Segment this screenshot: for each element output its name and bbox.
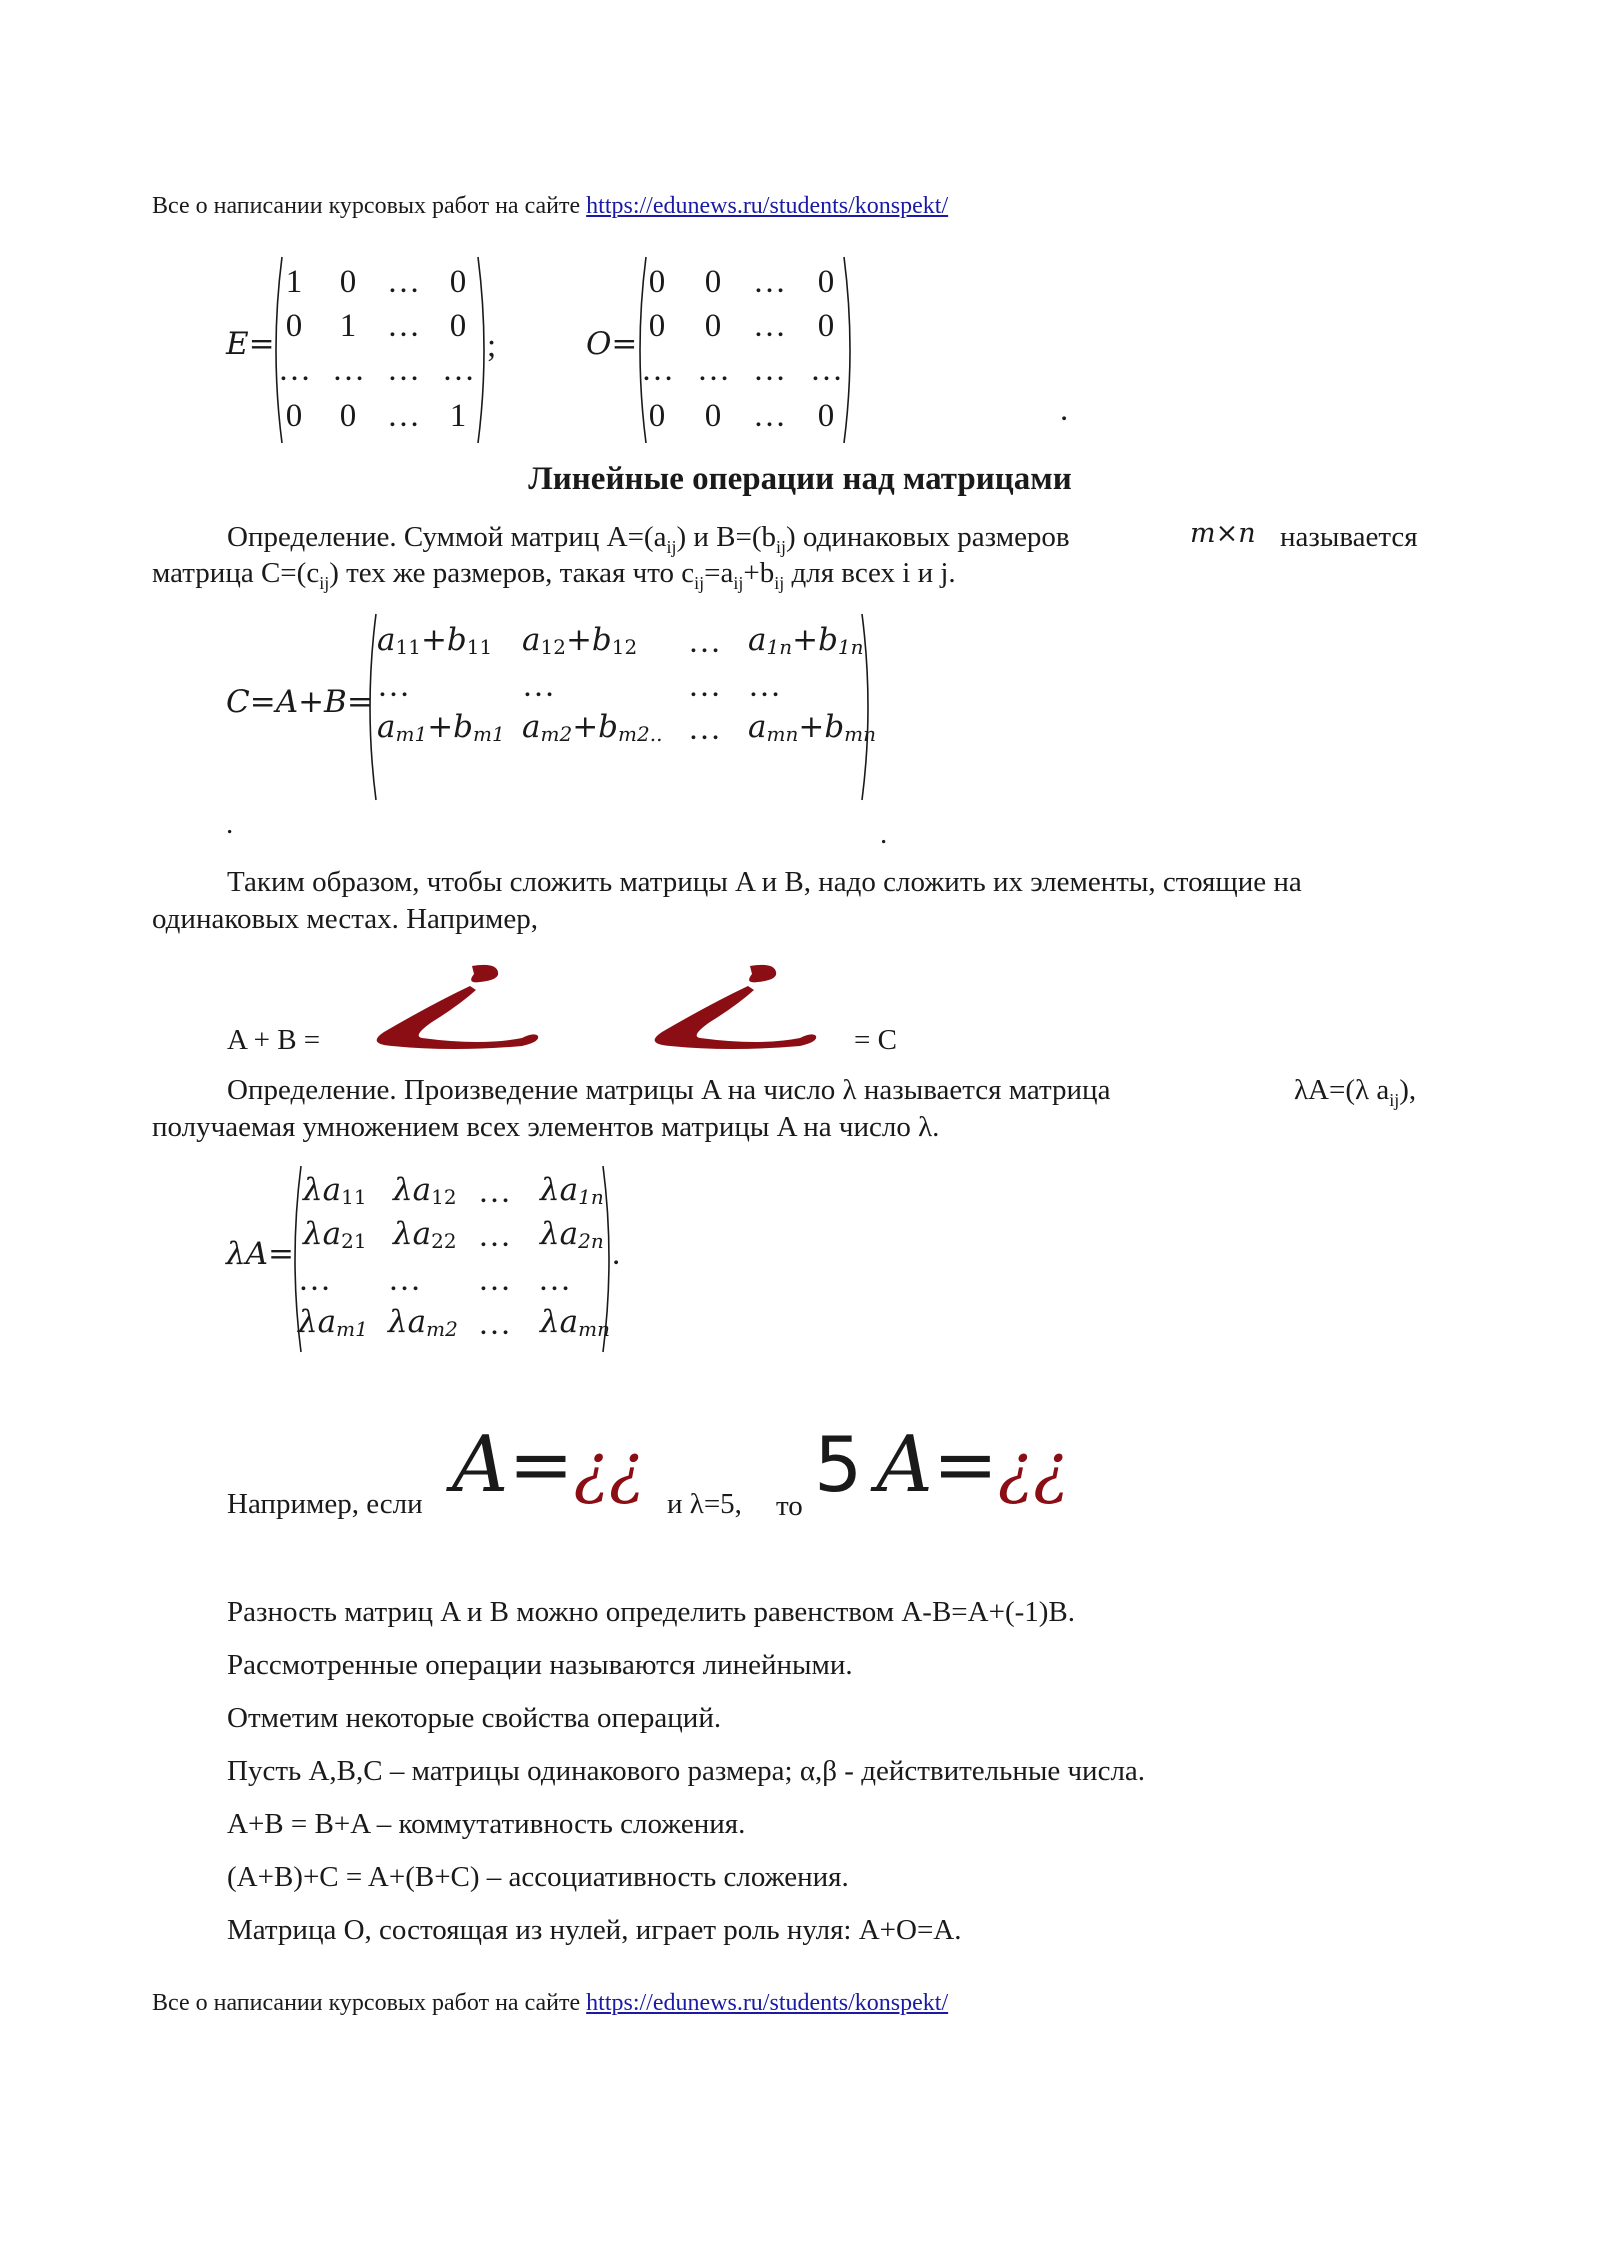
def1-text: матрица C=(c: [152, 557, 320, 589]
index: m2: [426, 1317, 458, 1341]
matrix-c-cell: …: [688, 711, 721, 747]
matrix-o-cell: 0: [817, 264, 835, 300]
property-line: Рассмотренные операции называются линейными.: [227, 1649, 853, 1681]
property-line: Отметим некоторые свойства операций.: [227, 1702, 722, 1734]
matrix-e-cell: 0: [285, 398, 303, 434]
index: 22: [431, 1229, 457, 1253]
matrix-e-cell: 0: [339, 398, 357, 434]
matrix-e-cell: …: [387, 264, 420, 300]
expr-a: A=: [876, 1420, 999, 1510]
matrix-c-cell: …: [748, 668, 781, 704]
index: 12: [611, 635, 638, 659]
matrix-e-cell: …: [387, 308, 420, 344]
def1-text: +b: [743, 557, 775, 589]
matrix-o-cell: …: [810, 352, 843, 388]
footer-link[interactable]: https://edunews.ru/students/konspekt/: [586, 1990, 949, 2016]
var: +b: [798, 709, 845, 745]
index: mn: [578, 1317, 610, 1341]
matrix-lambda-cell: …: [388, 1262, 421, 1298]
def1-text: =a: [704, 557, 734, 589]
var: λa: [540, 1216, 579, 1252]
matrix-c-cell: [522, 622, 637, 659]
index: m2..: [618, 722, 663, 746]
var: λa: [393, 1216, 432, 1252]
index: mn: [766, 722, 799, 746]
matrix-e-cell: …: [332, 352, 365, 388]
matrix-o-cell: 0: [648, 398, 666, 434]
matrix-e-semicolon: ;: [487, 328, 497, 364]
def1-text: для всех i и j.: [784, 557, 956, 589]
matrix-c-cell: [377, 709, 505, 746]
matrix-lambda-dot: .: [612, 1236, 621, 1272]
expr-five: 5: [814, 1420, 863, 1509]
inverted-question-glyph: [362, 960, 542, 1060]
var: λa: [303, 1216, 342, 1252]
page-header: [152, 193, 948, 220]
var: a: [522, 622, 541, 658]
index: mn: [844, 722, 877, 746]
matrix-lambda-cell: …: [478, 1306, 511, 1342]
def1-text-end: называется: [1280, 521, 1418, 553]
var: +b: [420, 622, 467, 658]
matrix-e-cell: 1: [449, 398, 467, 434]
index: 1n: [578, 1185, 604, 1209]
matrix-lambda-cell: …: [478, 1262, 511, 1298]
def2-text: ),: [1399, 1074, 1417, 1106]
matrix-o-cell: 0: [817, 308, 835, 344]
header-text: Все о написании курсовых работ на сайте: [152, 193, 587, 219]
matrix-o-cell: …: [641, 352, 674, 388]
matrix-c-cell: [748, 622, 864, 659]
def1-sub: ij: [694, 572, 705, 593]
var: +b: [792, 622, 838, 658]
matrix-lambda-cell: [303, 1172, 367, 1209]
matrix-lambda-cell: [393, 1172, 457, 1209]
matrix-o-label: O=: [586, 326, 638, 362]
matrix-e-cell: …: [387, 352, 420, 388]
matrix-lambda-cell: …: [298, 1262, 331, 1298]
matrix-lambda-cell: …: [478, 1218, 511, 1254]
matrix-e-cell: …: [442, 352, 475, 388]
var: a: [377, 622, 396, 658]
matrix-lambda-cell: …: [478, 1174, 511, 1210]
index: m1: [336, 1317, 368, 1341]
index: 11: [395, 635, 421, 659]
var: +b: [572, 709, 619, 745]
def1-text: Определение. Суммой матриц A=(a: [227, 521, 667, 553]
matrix-c-cell: …: [377, 668, 410, 704]
para-addition-line2: одинаковых местах. Например,: [152, 903, 539, 935]
property-line: Матрица O, состоящая из нулей, играет роль нуля: A+O=A.: [227, 1914, 962, 1946]
matrix-lambda-cell: …: [538, 1262, 571, 1298]
matrix-o-cell: 0: [704, 264, 722, 300]
index: m2: [540, 722, 573, 746]
definition-product-formula: [1294, 1074, 1416, 1111]
def1-sub: ij: [666, 536, 677, 557]
def1-sub: ij: [733, 572, 744, 593]
example-mult-prefix: Например, если: [227, 1488, 423, 1520]
var: +b: [427, 709, 474, 745]
matrix-lambda-cell: [393, 1216, 457, 1253]
matrix-o-cell: 0: [648, 308, 666, 344]
matrix-o-cell: …: [753, 264, 786, 300]
var: λa: [540, 1172, 579, 1208]
definition-product-line2: получаемая умножением всех элементов матрицы A на число λ.: [152, 1111, 940, 1143]
index: 12: [431, 1185, 457, 1209]
header-link[interactable]: https://edunews.ru/students/konspekt/: [586, 193, 949, 219]
matrix-o-cell: 0: [704, 308, 722, 344]
matrix-o-cell: …: [753, 352, 786, 388]
matrix-c-cell: …: [688, 668, 721, 704]
matrix-e-cell: 0: [449, 308, 467, 344]
matrix-o-cell: …: [753, 308, 786, 344]
example-mult-lambda: и λ=5,: [667, 1488, 742, 1520]
matrix-e-cell: 0: [339, 264, 357, 300]
expr-a: A=: [452, 1420, 574, 1510]
matrix-e-cell: 1: [285, 264, 303, 300]
def1-text: ) тех же размеров, такая что c: [329, 557, 695, 589]
index: 1n: [837, 635, 864, 659]
matrix-o-cell: …: [753, 398, 786, 434]
def1-sub: ij: [774, 572, 785, 593]
matrix-o-cell: 0: [648, 264, 666, 300]
matrix-o-dot: .: [1060, 392, 1069, 428]
index: 21: [341, 1229, 367, 1253]
matrix-c-right-paren: [858, 612, 878, 802]
var: λa: [298, 1304, 337, 1340]
var: λa: [393, 1172, 432, 1208]
definition-product-line1: Определение. Произведение матрицы A на число λ называется матрица: [227, 1074, 1111, 1106]
def1-text: ) одинаковых размеров: [786, 521, 1070, 553]
broken-glyphs: ¿¿: [573, 1430, 645, 1507]
example-add-right: = C: [854, 1024, 897, 1056]
matrix-o-cell: …: [697, 352, 730, 388]
para-addition-line1: Таким образом, чтобы сложить матрицы A и B, надо сложить их элементы, стоящие на: [227, 866, 1302, 898]
matrix-lambda-cell: [388, 1304, 458, 1341]
matrix-c-cell: …: [688, 624, 721, 660]
var: +b: [565, 622, 612, 658]
index: 11: [466, 635, 493, 659]
matrix-o-right-paren: [840, 255, 860, 445]
footer-text: Все о написании курсовых работ на сайте: [152, 1990, 587, 2016]
var: λa: [388, 1304, 427, 1340]
page-footer: [152, 1990, 948, 2017]
example-mult-expr2: [814, 1420, 1069, 1510]
def1-sub: ij: [776, 536, 787, 557]
index: 11: [341, 1185, 367, 1209]
example-mult-expr1: [452, 1420, 644, 1510]
section-title: Линейные операции над матрицами: [528, 461, 1072, 497]
example-add-left: A + B =: [227, 1024, 321, 1056]
def2-text: λA=(λ a: [1294, 1074, 1390, 1106]
stray-dot: .: [226, 808, 234, 840]
matrix-lambda-label: λA=: [226, 1236, 295, 1272]
matrix-o-cell: 0: [704, 398, 722, 434]
matrix-c-cell: …: [522, 668, 555, 704]
matrix-e-label: E=: [226, 326, 275, 362]
def2-sub: ij: [1389, 1089, 1400, 1110]
inverted-question-glyph: [640, 960, 820, 1060]
index: 12: [540, 635, 566, 659]
matrix-c-cell: [377, 622, 492, 659]
matrix-e-cell: …: [387, 398, 420, 434]
broken-glyphs: ¿¿: [998, 1430, 1069, 1507]
matrix-o-cell: 0: [817, 398, 835, 434]
index: 1n: [766, 635, 793, 659]
matrix-lambda-cell: [303, 1216, 367, 1253]
property-line: A+B = B+A – коммутативность сложения.: [227, 1808, 746, 1840]
var: a: [377, 709, 396, 745]
definition-sum-line2: [152, 557, 956, 594]
var: a: [748, 622, 767, 658]
matrix-lambda-cell: [540, 1216, 604, 1253]
var: λa: [540, 1304, 579, 1340]
matrix-e-cell: 0: [285, 308, 303, 344]
var: a: [748, 709, 767, 745]
property-line: Пусть A,B,C – матрицы одинакового размера; α,β - действительные числа.: [227, 1755, 1146, 1787]
example-mult-then: то: [776, 1490, 803, 1522]
def1-dims: m×n: [1190, 518, 1256, 549]
index: m1: [473, 722, 505, 746]
matrix-c-label: C=A+B=: [226, 684, 373, 720]
matrix-c-cell: [522, 709, 662, 746]
matrix-lambda-cell: [298, 1304, 368, 1341]
def1-sub: ij: [319, 572, 330, 593]
index: 2n: [578, 1229, 604, 1253]
var: a: [522, 709, 541, 745]
matrix-e-cell: 1: [339, 308, 357, 344]
def1-text: ) и B=(b: [676, 521, 777, 553]
property-line: (A+B)+C = A+(B+C) – ассоциативность сложения.: [227, 1861, 849, 1893]
index: m1: [395, 722, 428, 746]
stray-dot: .: [880, 818, 888, 850]
property-line: Разность матриц A и B можно определить равенством A-B=A+(-1)B.: [227, 1596, 1076, 1628]
matrix-c-cell: [748, 709, 876, 746]
matrix-lambda-cell: [540, 1172, 604, 1209]
matrix-e-cell: 0: [449, 264, 467, 300]
matrix-e-cell: …: [278, 352, 311, 388]
var: λa: [303, 1172, 342, 1208]
